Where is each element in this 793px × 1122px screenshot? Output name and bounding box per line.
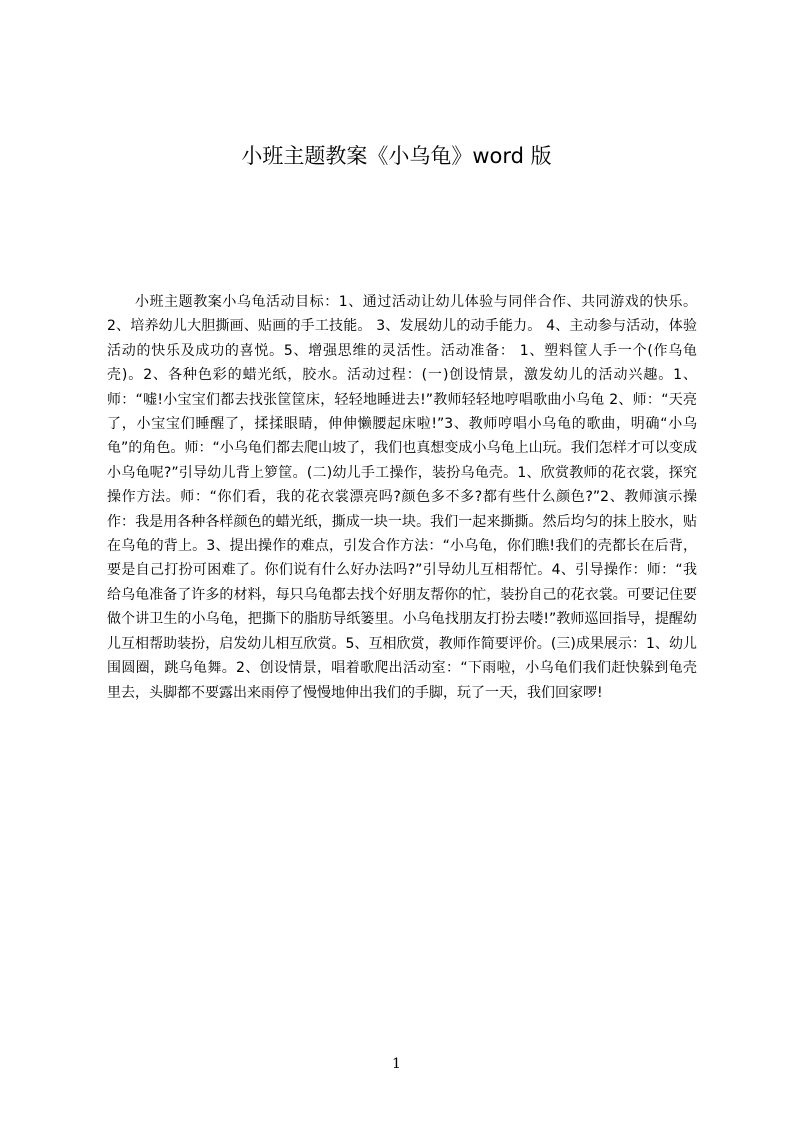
document-title: 小班主题教案《小乌龟》word 版 bbox=[241, 144, 552, 168]
document-body-paragraph: 小班主题教案小乌龟活动目标：1、通过活动让幼儿体验与同伴合作、共同游戏的快乐。2、培养幼儿大胆撕画、贴画的手工技能。 3、发展幼儿的动手能力。 4、主动参与活动，体验活动的快乐及成功的喜悦。5、增强思维的灵活性。活动准备： 1、塑料筐人手一个(作乌龟壳)。2、各种色彩的蜡光纸，胶水。活动过程：(一)创设情景，激发幼儿的活动兴趣。1、师：“嘘!小宝宝们都去找张筐筐床，轻轻地睡进去!”教师轻轻地哼唱歌曲小乌龟 2、师：“天亮了，小宝宝们睡醒了，揉揉眼睛，伸伸懒腰起床啦!”3、教师哼唱小乌龟的歌曲，明确“小乌龟”的角色。师：“小乌龟们都去爬山坡了，我们也真想变成小乌龟上山玩。我们怎样才可以变成小乌龟呢?”引导幼儿背上箩筐。(二)幼儿手工操作，装扮乌龟壳。1、欣赏教师的花衣裳，探究操作方法。师：“你们看，我的花衣裳漂亮吗?颜色多不多?都有些什么颜色?”2、教师演示操作：我是用各种各样颜色的蜡光纸，撕成一块一块。我们一起来撕撕。然后均匀的抹上胶水，贴在乌龟的背上。3、提出操作的难点，引发合作方法：“小乌龟，你们瞧!我们的壳都长在后背，要是自己打扮可困难了。你们说有什么好办法吗?”引导幼儿互相帮忙。4、引导操作：师：“我给乌龟准备了许多的材料，每只乌龟都去找个好朋友帮你的忙，装扮自己的花衣裳。可要记住要做个讲卫生的小乌龟，把撕下的脂肪导纸篓里。小乌龟找朋友打扮去喽!”教师巡回指导，提醒幼儿互相帮助装扮，启发幼儿相互欣赏。5、互相欣赏，教师作简要评价。(三)成果展示：1、幼儿围圆圈，跳乌龟舞。2、创设情景，唱着歌爬出活动室：“下雨啦，小乌龟们我们赶快躲到龟壳里去，头脚都不要露出来雨停了慢慢地伸出我们的手脚，玩了一天，我们回家啰! bbox=[107, 294, 697, 701]
page-number: 1 bbox=[392, 1056, 401, 1072]
